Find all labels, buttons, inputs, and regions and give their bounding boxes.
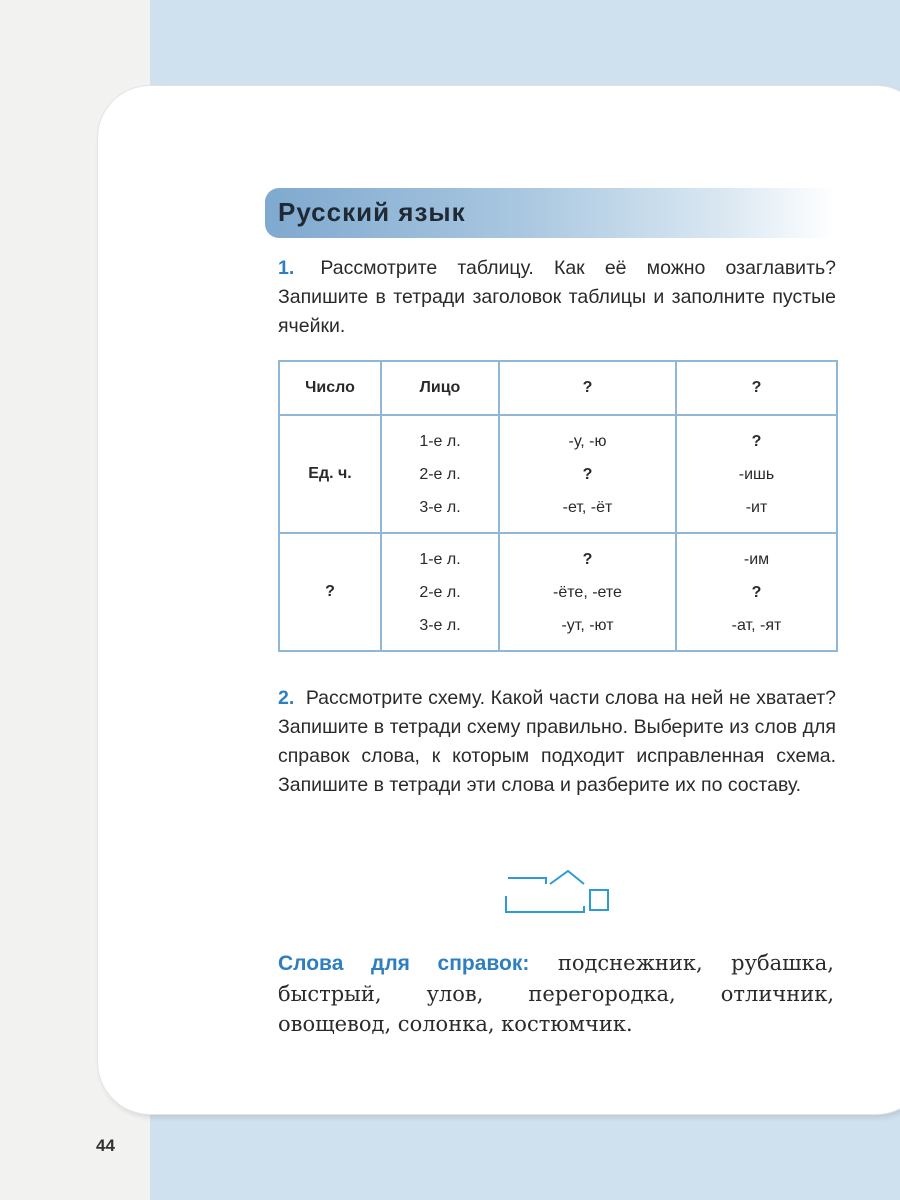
ending: -ут, -ют [561,616,614,634]
bottom-color-band [150,1110,900,1200]
task-1-number: 1. [278,257,295,279]
ending: -ит [745,498,768,516]
task-2-text: Рассмотрите схему. Какой части слова на ней не хватает? Запишите в тетради схему правильно. Выберите из слов для справок слова, к которым подходит исправленная схема. Запишите в тетради эти слова и разберите их по составу. [278,687,836,796]
ending-cell [499,533,676,651]
conjugation-table [278,360,838,652]
person-cell [381,533,499,651]
person-label: 1-е л. [419,432,461,450]
task-1-text: Рассмотрите таблицу. Как её можно озаглавить? Запишите в тетради заголовок таблицы и заполните пустые ячейки. [278,257,837,337]
table-row [279,415,837,533]
number-cell: ? [279,533,381,651]
root-mark [550,871,584,884]
task-2-number: 2. [278,687,295,709]
ending: -у, -ю [568,432,607,450]
ending: ? [582,465,593,483]
ending-mark [590,890,608,910]
ending: ? [582,550,593,568]
person-label: 2-е л. [419,465,461,483]
person-cell [381,415,499,533]
person-label: 1-е л. [419,550,461,568]
header-unknown-1: ? [499,361,676,415]
number-cell: Ед. ч. [279,415,381,533]
ending: -ишь [738,465,775,483]
header-person: Лицо [381,361,499,415]
prefix-mark [508,878,546,884]
ending-cell [499,415,676,533]
ending: ? [751,432,762,450]
table-row [279,533,837,651]
reference-words [278,948,834,1039]
header-number: Число [279,361,381,415]
stem-mark [506,896,584,912]
table-header-row [279,361,837,415]
task-1 [278,254,836,341]
person-label: 3-е л. [419,498,461,516]
reference-word-list: подснежник, рубашка, быстрый, улов, перегородка, отличник, овощевод, солонка, костюмчик. [278,951,834,1036]
header-unknown-2: ? [676,361,837,415]
ending: -ет, -ёт [562,498,613,516]
ending: -ёте, -ете [553,583,622,601]
ending-cell [676,415,837,533]
person-label: 3-е л. [419,616,461,634]
ending: -ат, -ят [731,616,782,634]
word-structure-scheme [500,868,612,920]
reference-label: Слова для справок: [278,952,530,975]
section-title: Русский язык [278,197,466,227]
task-2 [278,684,836,800]
page-number: 44 [96,1136,115,1155]
ending-cell [676,533,837,651]
ending: ? [751,583,762,601]
ending: -им [743,550,770,568]
person-label: 2-е л. [419,583,461,601]
